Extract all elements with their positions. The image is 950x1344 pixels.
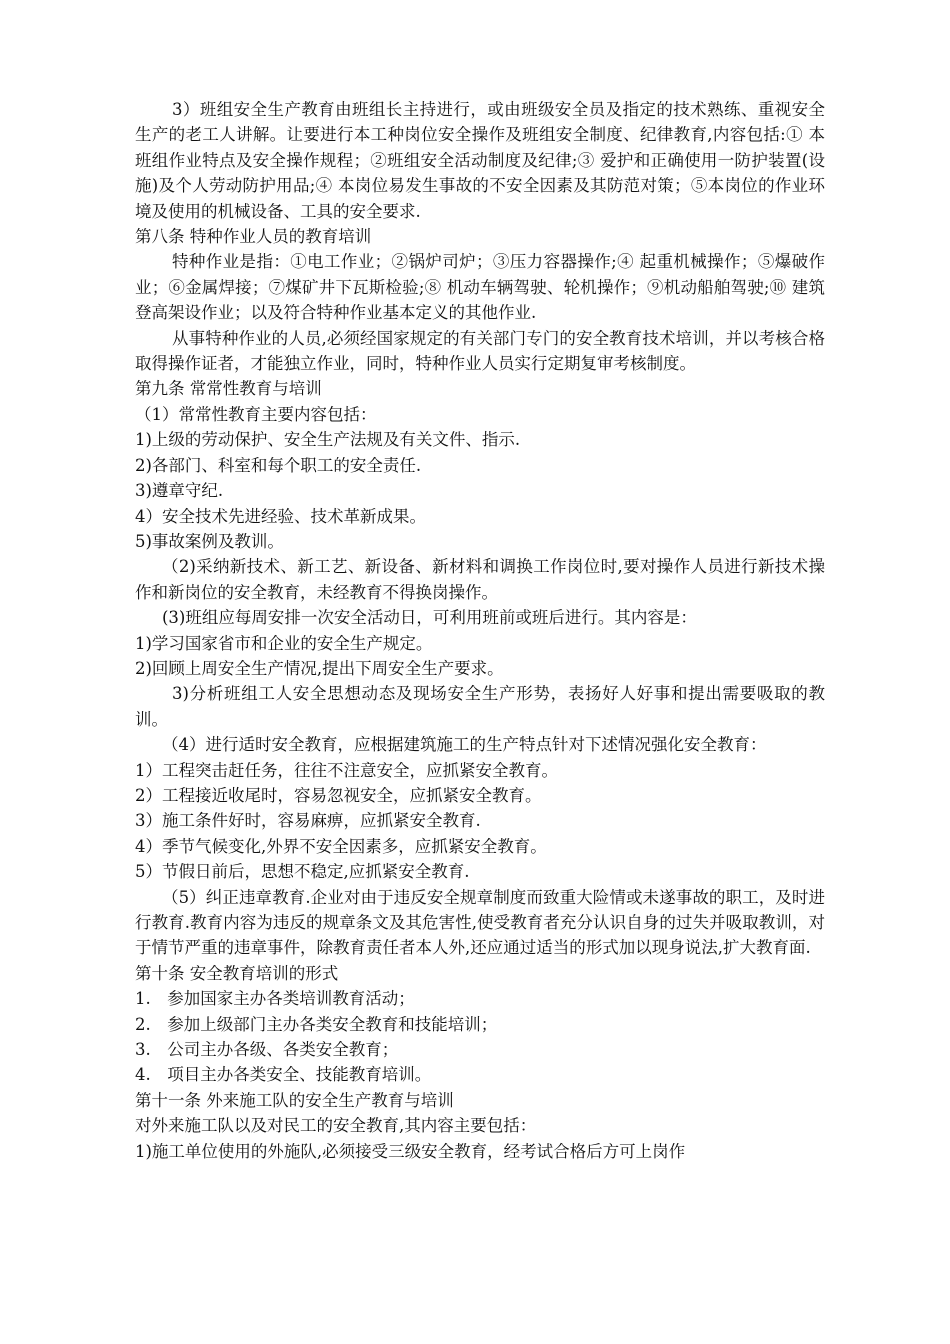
list-item: 2)回顾上周安全生产情况,提出下周安全生产要求。 [135,658,504,678]
list-item: （1）常常性教育主要内容包括： [135,404,377,424]
list-item: 4）季节气候变化,外界不安全因素多，应抓紧安全教育。 [135,836,547,856]
paragraph: （2)采纳新技术、新工艺、新设备、新材料和调换工作岗位时,要对操作人员进行新技术操作和新岗位的安全教育，未经教育不得换岗操作。 [135,557,825,602]
paragraph: (3)班组应每周安排一次安全活动日，可利用班前或班后进行。其内容是： [162,608,697,628]
section-heading: 第十一条 外来施工队的安全生产教育与培训 [135,1090,454,1110]
list-item: 1）工程突击赶任务，往往不注意安全，应抓紧安全教育。 [135,760,558,780]
list-item: 2)各部门、科室和每个职工的安全责任. [135,455,422,475]
paragraph: 从事特种作业的人员,必须经国家规定的有关部门专门的安全教育技术培训，并以考核合格取得操作证者，才能独立作业，同时，特种作业人员实行定期复审考核制度。 [135,328,825,374]
section-heading: 第十条 安全教育培训的形式 [135,963,339,983]
section-heading: 第九条 常常性教育与培训 [135,379,322,399]
list-item: 1)学习国家省市和企业的安全生产规定。 [135,633,433,653]
paragraph: （5）纠正违章教育.企业对由于违反安全规章制度而致重大险情或未遂事故的职工，及时进行教育.教育内容为违反的规章条文及其危害性,使受教育者充分认识自身的过失并吸取教训，对于情节严重的违章事件，除教育责任者本人外,还应通过适当的形式加以现身说法,扩大教育面. [135,887,825,958]
list-item: 3. 公司主办各级、各类安全教育； [135,1040,399,1060]
list-item: 1)施工单位使用的外施队,必须接受三级安全教育，经考试合格后方可上岗作 [135,1141,686,1161]
list-item: 1)上级的劳动保护、安全生产法规及有关文件、指示. [135,430,521,450]
paragraph: （4）进行适时安全教育，应根据建筑施工的生产特点针对下述情况强化安全教育： [162,735,767,755]
list-item: 2. 参加上级部门主办各类安全教育和技能培训； [135,1014,498,1034]
list-item: 4. 项目主办各类安全、技能教育培训。 [135,1065,432,1085]
list-item: 3)遵章守纪. [135,481,224,501]
list-item: 对外来施工队以及对民工的安全教育,其内容主要包括： [135,1116,537,1136]
list-item: 4）安全技术先进经验、技术革新成果。 [135,506,426,526]
document-page [135,97,825,1164]
list-item: 3）施工条件好时，容易麻痹，应抓紧安全教育. [135,811,481,831]
paragraph: 3)分析班组工人安全思想动态及现场安全生产形势，表扬好人好事和提出需要吸取的教训。 [135,684,825,729]
list-item: 1. 参加国家主办各类培训教育活动； [135,989,415,1009]
list-item: 5)事故案例及教训。 [135,531,284,551]
paragraph: 特种作业是指：①电工作业；②锅炉司炉；③压力容器操作;④ 起重机械操作；⑤爆破作业；⑥金属焊接；⑦煤矿井下瓦斯检验;⑧ 机动车辆驾驶、轮机操作；⑨机动船舶驾驶;⑩ 建筑登高架设作业；以及符合特种作业基本定义的其他作业. [135,252,825,323]
list-item: 5）节假日前后，思想不稳定,应抓紧安全教育. [135,862,470,882]
section-heading: 第八条 特种作业人员的教育培训 [135,227,372,247]
paragraph: 3）班组安全生产教育由班组长主持进行，或由班级安全员及指定的技术熟练、重视安全生产的老工人讲解。让要进行本工种岗位安全操作及班组安全制度、纪律教育,内容包括:① 本班组作业特点及安全操作规程；②班组安全活动制度及纪律;③ 爱护和正确使用一防护装置(设施)及个人劳动防护用品;④ 本岗位易发生事故的不安全因素及其防范对策；⑤本岗位的作业环境及使用的机械设备、工具的安全要求. [135,100,825,221]
list-item: 2）工程接近收尾时，容易忽视安全，应抓紧安全教育。 [135,785,542,805]
